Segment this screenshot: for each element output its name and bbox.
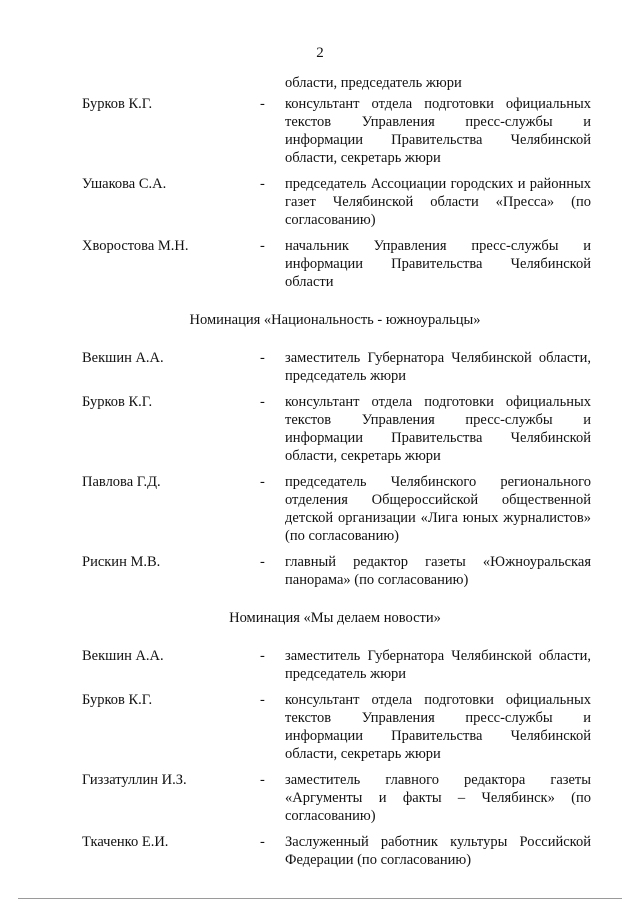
jury-member <box>0 553 640 589</box>
jury-member <box>0 473 640 545</box>
jury-member <box>0 393 640 465</box>
member-name: Векшин А.А. <box>82 648 164 664</box>
member-dash: - <box>260 238 265 254</box>
member-name: Павлова Г.Д. <box>82 474 161 490</box>
member-name: Бурков К.Г. <box>82 692 153 708</box>
member-name: Ткаченко Е.И. <box>82 834 169 850</box>
member-dash: - <box>260 394 265 410</box>
jury-member-continuation <box>0 74 640 92</box>
member-description: заместитель Губернатора Челябинской области, председатель жюри <box>285 648 591 682</box>
member-description: консультант отдела подготовки официальных текстов Управления пресс-службы и информации Правительства Челябинской области, секретарь жюри <box>285 692 591 762</box>
member-dash: - <box>260 554 265 570</box>
nomination-title: Номинация «Национальность - южноуральцы» <box>189 312 481 328</box>
member-description: заместитель главного редактора газеты «Аргументы и факты – Челябинск» (по согласованию) <box>285 772 591 824</box>
nomination-title: Номинация «Мы делаем новости» <box>229 610 441 626</box>
member-dash: - <box>260 474 265 490</box>
member-description: Заслуженный работник культуры Российской Федерации (по согласованию) <box>285 834 591 868</box>
jury-section <box>0 349 640 589</box>
member-description: области, председатель жюри <box>285 75 462 91</box>
jury-section <box>0 647 640 869</box>
member-dash: - <box>260 176 265 192</box>
jury-member <box>0 175 640 229</box>
member-description: консультант отдела подготовки официальных текстов Управления пресс-службы и информации Правительства Челябинской области, секретарь жюри <box>285 394 591 464</box>
jury-member <box>0 833 640 869</box>
member-description: председатель Челябинского регионального отделения Общероссийской общественной детской организации «Лига юных журналистов» (по согласованию) <box>285 474 591 544</box>
member-name: Векшин А.А. <box>82 350 164 366</box>
member-description: председатель Ассоциации городских и районных газет Челябинской области «Пресса» (по согласованию) <box>285 176 591 228</box>
member-description: начальник Управления пресс-службы и информации Правительства Челябинской области <box>285 238 591 290</box>
member-description: главный редактор газеты «Южноуральская панорама» (по согласованию) <box>285 554 591 588</box>
jury-member <box>0 647 640 683</box>
member-name: Хворостова М.Н. <box>82 238 189 254</box>
page-number: 2 <box>316 45 324 61</box>
jury-member <box>0 691 640 763</box>
member-dash: - <box>260 648 265 664</box>
member-dash: - <box>260 350 265 366</box>
member-name: Рискин М.В. <box>82 554 161 570</box>
member-name: Бурков К.Г. <box>82 394 153 410</box>
member-dash: - <box>260 96 265 112</box>
member-description: заместитель Губернатора Челябинской области, председатель жюри <box>285 350 591 384</box>
member-name: Ушакова С.А. <box>82 176 167 192</box>
jury-member <box>0 349 640 385</box>
jury-section-continued <box>0 74 640 291</box>
member-name: Бурков К.Г. <box>82 96 153 112</box>
member-dash: - <box>260 834 265 850</box>
member-name: Гиззатуллин И.З. <box>82 772 187 788</box>
member-dash: - <box>260 772 265 788</box>
page-bottom-rule <box>18 898 622 899</box>
jury-member <box>0 95 640 167</box>
jury-member <box>0 237 640 291</box>
member-dash: - <box>260 692 265 708</box>
document-body <box>0 74 640 869</box>
member-description: консультант отдела подготовки официальных текстов Управления пресс-службы и информации Правительства Челябинской области, секретарь жюри <box>285 96 591 166</box>
jury-member <box>0 771 640 825</box>
